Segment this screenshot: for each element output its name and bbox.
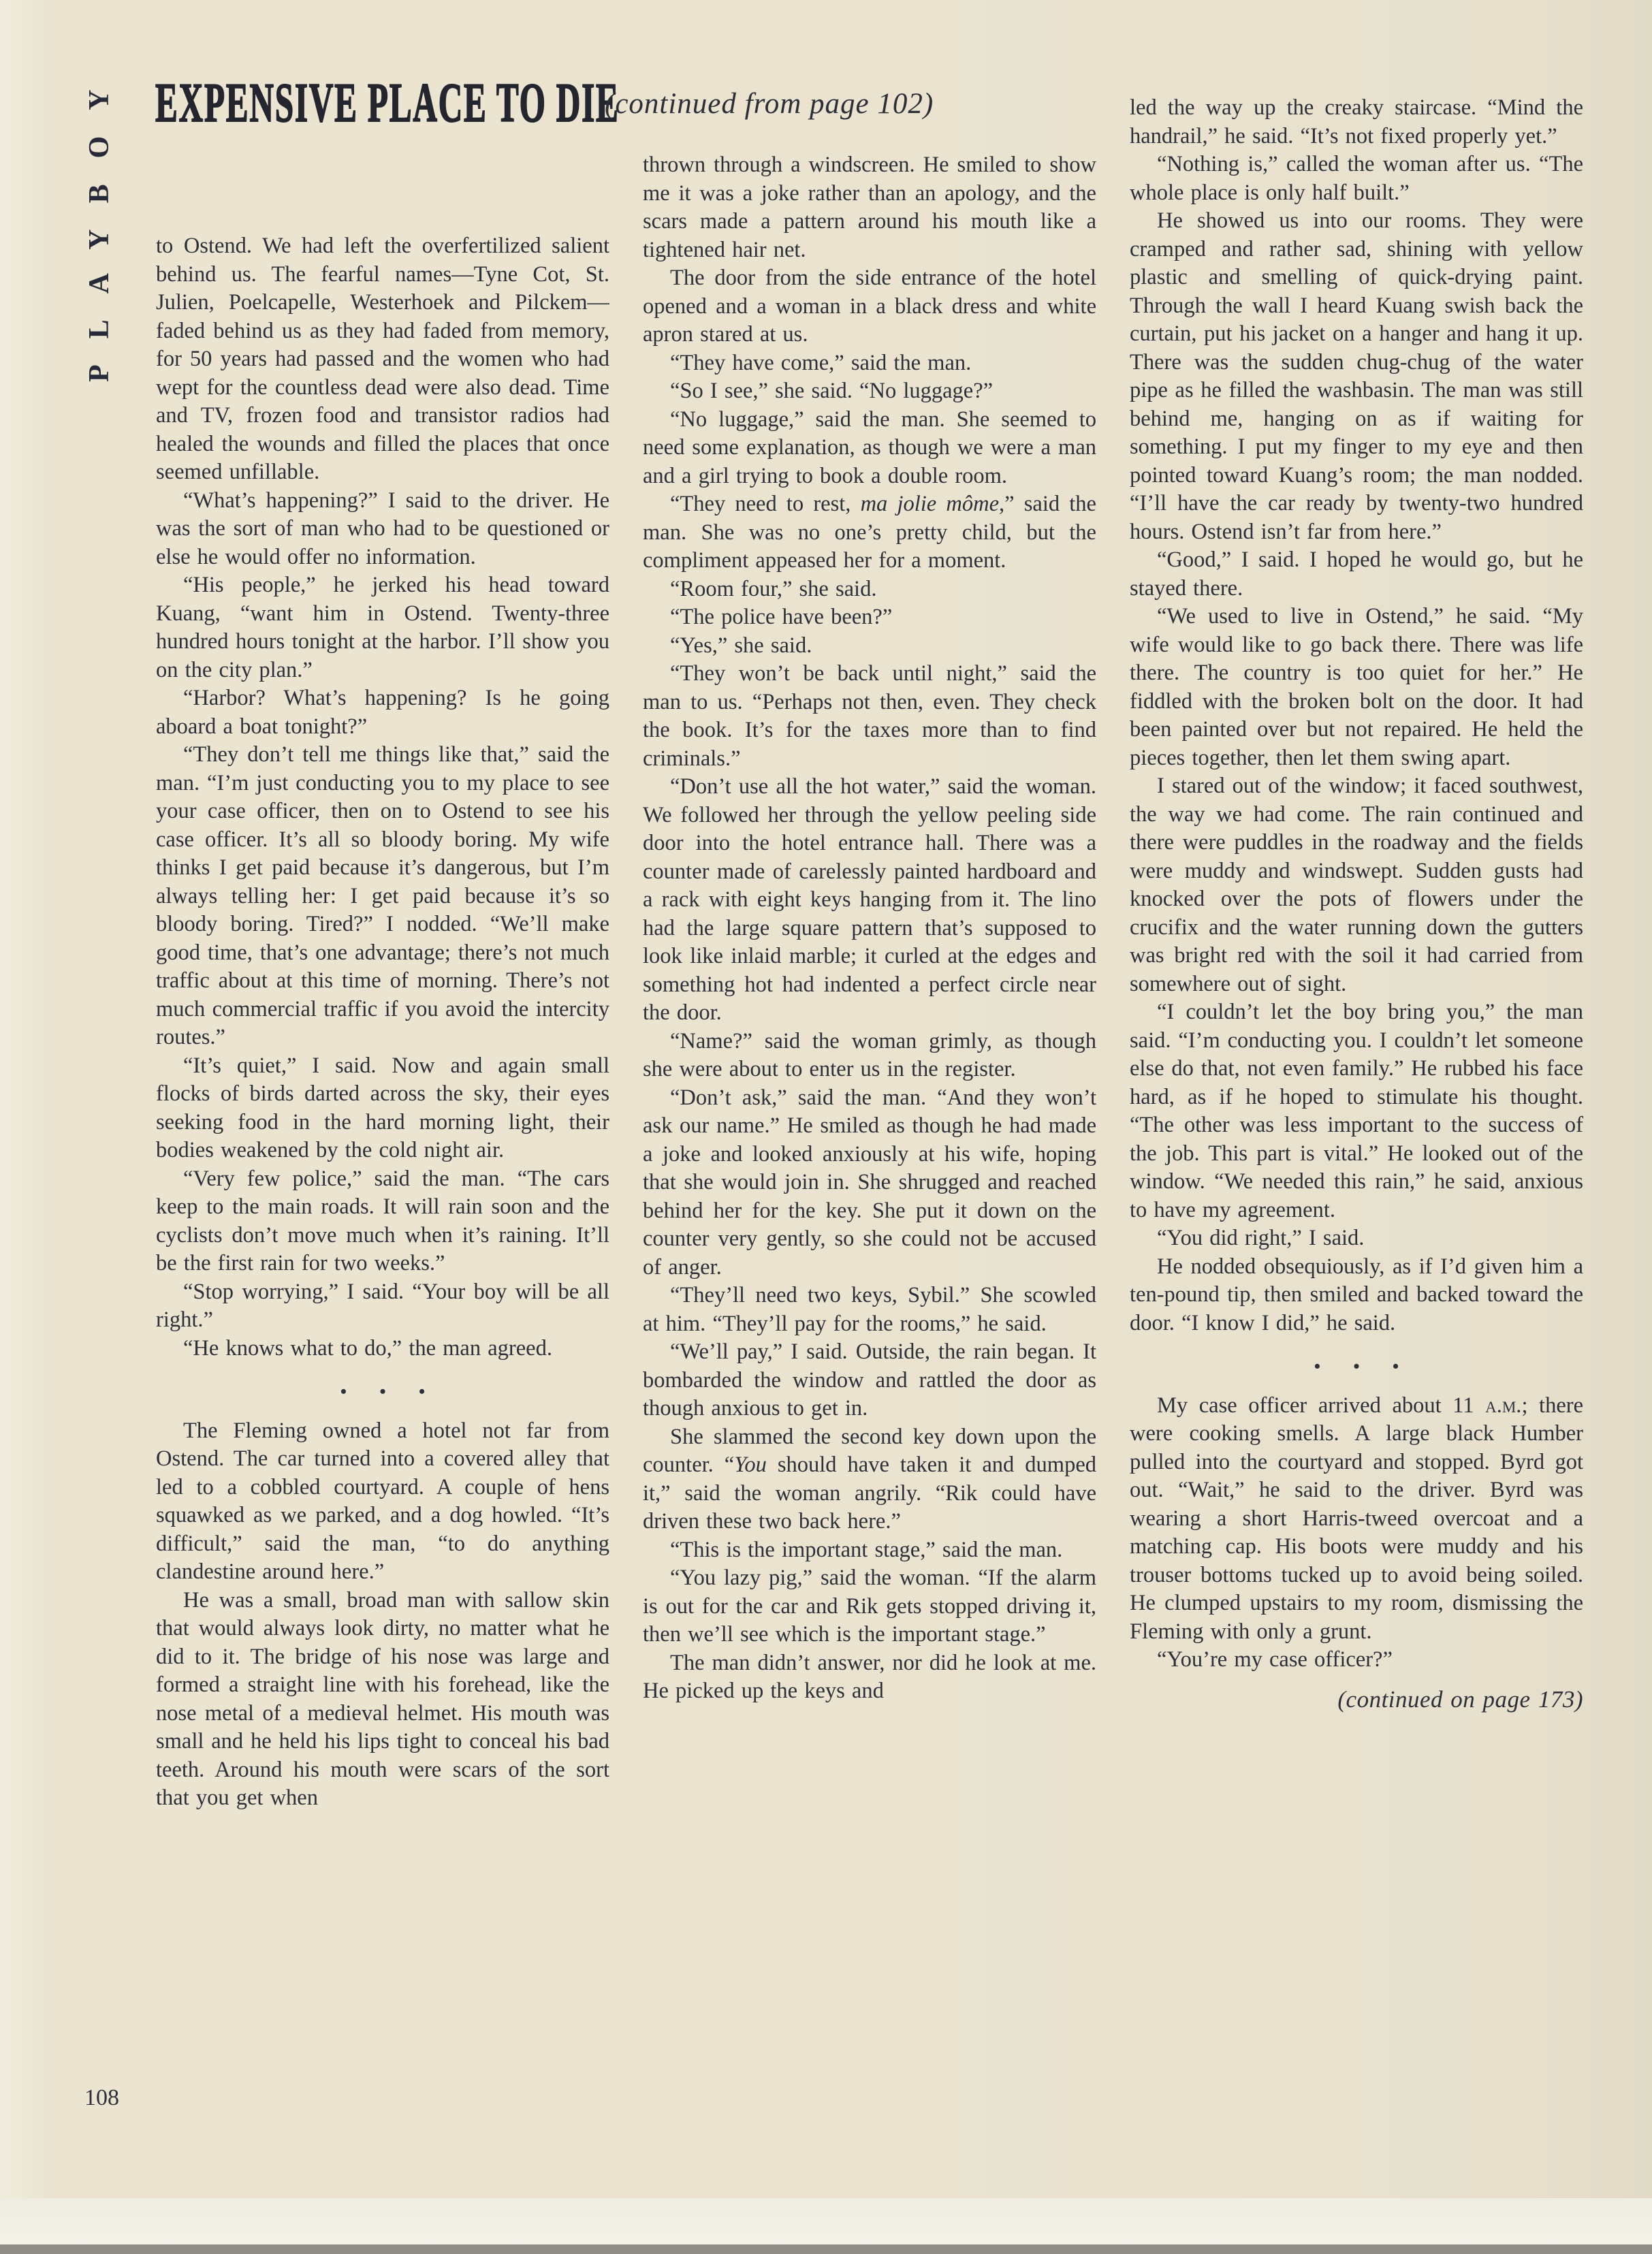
section-separator: • • • — [340, 1382, 426, 1401]
paragraph: “Very few police,” said the man. “The cars keep to the main roads. It will rain soon and the cyclists don’t move much when it’s raining. It’ll be the first rain for two weeks.” — [156, 1166, 609, 1275]
article-title: EXPENSIVE PLACE TO DIE — [155, 72, 620, 133]
paragraph: “Yes,” she said. — [670, 633, 812, 658]
paragraph: “The police have been?” — [670, 605, 893, 629]
paragraph: led the way up the creaky staircase. “Mind the handrail,” he said. “It’s not fixed properly yet.” — [1130, 95, 1583, 148]
paragraph: “What’s happening?” I said to the driver. He was the sort of man who had to be questioned or else he would offer no information. — [156, 488, 609, 569]
paragraph: “So I see,” she said. “No luggage?” — [670, 379, 994, 403]
continued-on-note: (continued on page 173) — [1337, 1685, 1583, 1713]
paragraph: “You’re my case officer?” — [1157, 1647, 1393, 1672]
paragraph: “They don’t tell me things like that,” said the man. “I’m just conducting you to my place to see your case officer, then on to Ostend to see his case officer. It’s all so bloody boring. My wife thinks I get paid because it’s dangerous, but I’m always telling her: I get paid because it’s so bloody boring. Tired?” I nodded. “We’ll make good time, that’s one advantage; there’s not much traffic about at this time of morning. There’s not much commercial traffic if you avoid the intercity routes.” — [156, 742, 609, 1049]
page-number: 108 — [84, 2085, 119, 2110]
paragraph: “Don’t ask,” said the man. “And they won’t ask our name.” He smiled as though he had made a joke and looked anxiously at his wife, hoping that she would join in. She shrugged and reached behind her for the key. She put it down on the counter very gently, so she could not be accused of anger. — [643, 1085, 1096, 1280]
paragraph: “They have come,” said the man. — [670, 350, 972, 375]
magazine-spine — [75, 65, 124, 382]
paragraph: “This is the important stage,” said the man. — [670, 1537, 1063, 1562]
paragraph: to Ostend. We had left the overfertilized salient behind us. The fearful names—Tyne Cot, St. Julien, Poelcapelle, Westerhoek and Pilckem—faded behind us as they had faded from memory, for 50 years had passed and the women who had wept for the countless dead were also dead. Time and TV, frozen food and transistor radios had healed the wounds and filled the places that once seemed unfillable. — [156, 234, 609, 484]
magazine-spine-text: PLAYBOY — [84, 63, 115, 382]
text-column-3 — [1130, 94, 1583, 2137]
paragraph: “You did right,” I said. — [1157, 1226, 1365, 1250]
paragraph: “His people,” he jerked his head toward Kuang, “want him in Ostend. Twenty-three hundred hours tonight at the harbor. I’ll show you on the city plan.” — [156, 573, 609, 682]
paragraph: “Nothing is,” called the woman after us. “The whole place is only half built.” — [1130, 152, 1583, 205]
paragraph: The man didn’t answer, nor did he look at me. He picked up the keys and — [643, 1650, 1096, 1703]
paragraph: The door from the side entrance of the hotel opened and a woman in a black dress and white apron stared at us. — [643, 266, 1096, 347]
paragraph: “Don’t use all the hot water,” said the woman. We followed her through the yellow peeling side door into the hotel entrance hall. There was a counter made of carelessly painted hardboard and a rack with eight keys hanging from it. The lino had the large square pattern that’s supposed to look like inlaid marble; it curled at the edges and something hot had indented a perfect circle near the door. — [643, 774, 1096, 1025]
paragraph: “Stop worrying,” I said. “Your boy will be all right.” — [156, 1279, 609, 1332]
paragraph: The Fleming owned a hotel not far from Ostend. The car turned into a covered alley that led to a cobbled courtyard. A couple of hens squawked as we parked, and a dog howled. “It’s difficult,” said the man, “to do anything clandestine around here.” — [156, 1418, 609, 1584]
paragraph: He showed us into our rooms. They were cramped and rather sad, shining with yellow plastic and smelling of quick-drying paint. Through the wall I heard Kuang swish back the curtain, put his jacket on a hanger and hang it up. There was the sudden chug-chug of the water pipe as he filled the washbasin. The man was still behind me, hanging on as if waiting for something. I put my finger to my eye and then pointed toward Kuang’s room; the man nodded. “I’ll have the car ready by twenty-two hundred hours. Ostend isn’t far from here.” — [1130, 208, 1583, 544]
page-edge-bottom — [0, 2198, 1652, 2244]
paragraph: “They’ll need two keys, Sybil.” She scowled at him. “They’ll pay for the rooms,” he said. — [643, 1283, 1096, 1336]
paragraph: “We’ll pay,” I said. Outside, the rain began. It bombarded the window and rattled the door as though anxious to get in. — [643, 1339, 1096, 1420]
paragraph: She slammed the second key down upon the counter. “You should have taken it and dumped it,” said the woman angrily. “Rik could have driven these two back here.” — [643, 1424, 1096, 1534]
paragraph: “I couldn’t let the boy bring you,” the man said. “I’m conducting you. I couldn’t let someone else do that, not even family.” He rubbed his face hard, as if he hoped to stimulate his thought. “The other was less important to the success of the job. This part is vital.” He looked out of the window. “We needed this rain,” he said, anxious to have my agreement. — [1130, 1000, 1583, 1222]
text-column-2 — [643, 151, 1096, 2136]
text-column-1 — [156, 232, 609, 2139]
paragraph: My case officer arrived about 11 a.m.; there were cooking smells. A large black Humber pulled into the courtyard and stopped. Byrd got out. “Wait,” he said to the driver. Byrd was wearing a short Harris-tweed overcoat and a matching cap. His boots were muddy and his trouser bottoms tucked up to avoid being soiled. He clumped upstairs to my room, dismissing the Fleming with only a grunt. — [1130, 1393, 1583, 1644]
paragraph: “No luggage,” said the man. She seemed to need some explanation, as though we were a man and a girl trying to book a double room. — [643, 407, 1096, 488]
paragraph: “It’s quiet,” I said. Now and again small flocks of birds darted across the sky, their eyes seeking food in the hard morning light, their bodies weakened by the cold night air. — [156, 1053, 609, 1162]
section-separator: • • • — [1314, 1356, 1399, 1376]
paragraph: “He knows what to do,” the man agreed. — [183, 1335, 552, 1361]
paragraph: “Harbor? What’s happening? Is he going aboard a boat tonight?” — [156, 686, 609, 739]
paragraph: I stared out of the window; it faced southwest, the way we had come. The rain continued and there were puddles in the roadway and the fields were muddy and windswept. Sudden gusts had knocked over the pots of flowers under the crucifix and the water running down the gutters was bright red with the soil it had carried from somewhere out of sight. — [1130, 774, 1583, 996]
page-edge-shadow — [0, 2244, 1652, 2254]
paragraph: “We used to live in Ostend,” he said. “My wife would like to go back there. There was life there. The country is too quiet for her.” He fiddled with the broken bolt on the door. It had been painted over but not repaired. He held the pieces together, then let them swing apart. — [1130, 604, 1583, 770]
paragraph: “Room four,” she said. — [670, 576, 877, 601]
paragraph: “You lazy pig,” said the woman. “If the alarm is out for the car and Rik gets stopped driving it, then we’ll see which is the important stage.” — [643, 1566, 1096, 1647]
paragraph: “Name?” said the woman grimly, as though she were about to enter us in the register. — [643, 1028, 1096, 1081]
continued-from-note: (continued from page 102) — [605, 88, 934, 120]
paragraph: “They won’t be back until night,” said the man to us. “Perhaps not then, even. They check the book. It’s for the taxes more than to find criminals.” — [643, 661, 1096, 771]
paragraph: “They need to rest, ma jolie môme,” said the man. She was no one’s pretty child, but the compliment appeased her for a moment. — [643, 492, 1096, 573]
paragraph: He was a small, broad man with sallow skin that would always look dirty, no matter what he did to it. The bridge of his nose was large and formed a straight line with his forehead, like the nose metal of a medieval helmet. His mouth was small and he held his lips tight to conceal his bad teeth. Around his mouth were scars of the sort that you get when — [156, 1587, 609, 1810]
paragraph: thrown through a windscreen. He smiled to show me it was a joke rather than an apology, and the scars made a pattern around his mouth like a tightened hair net. — [643, 153, 1096, 262]
paragraph: “Good,” I said. I hoped he would go, but he stayed there. — [1130, 547, 1583, 601]
paragraph: He nodded obsequiously, as if I’d given him a ten-pound tip, then smiled and backed toward the door. “I know I did,” he said. — [1130, 1254, 1583, 1335]
